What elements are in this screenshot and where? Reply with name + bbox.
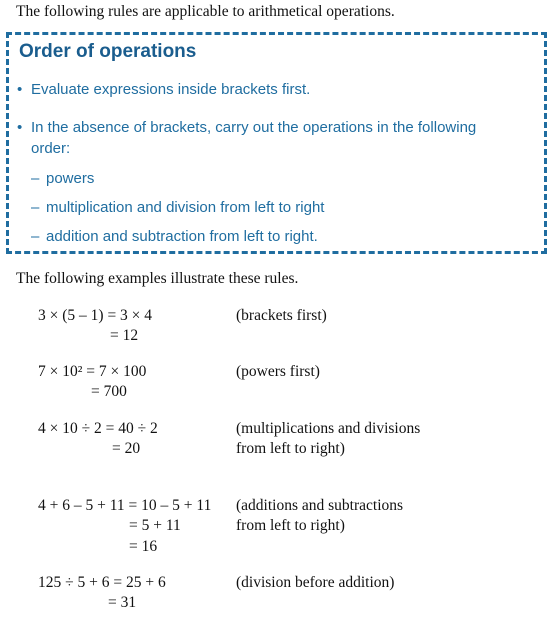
sub-item-multiplication-division: multiplication and division from left to right bbox=[46, 199, 325, 216]
example-4-line-3: = 16 bbox=[129, 538, 158, 555]
box-title: Order of operations bbox=[19, 41, 197, 62]
dash-icon: – bbox=[31, 228, 40, 245]
example-4-note-line-1: (additions and subtractions bbox=[236, 497, 404, 514]
example-2-note: (powers first) bbox=[236, 363, 320, 380]
intro-text: The following rules are applicable to arithmetical operations. bbox=[16, 3, 395, 20]
bullet-text-order: order: bbox=[31, 140, 71, 157]
example-1-line-1: 3 × (5 – 1) = 3 × 4 bbox=[38, 307, 153, 324]
example-4-line-2: = 5 + 11 bbox=[129, 517, 181, 534]
example-3-note-line-1: (multiplications and divisions bbox=[236, 420, 421, 437]
example-4-line-1: 4 + 6 – 5 + 11 = 10 – 5 + 11 bbox=[38, 497, 212, 514]
bullet-text-brackets: Evaluate expressions inside brackets first. bbox=[31, 81, 311, 98]
dash-icon: – bbox=[31, 199, 40, 216]
bullet-icon: • bbox=[17, 81, 23, 98]
example-3-line-2: = 20 bbox=[112, 440, 141, 457]
bullet-icon: • bbox=[17, 119, 23, 136]
bullet-text-no-brackets: In the absence of brackets, carry out the operations in the following bbox=[31, 119, 477, 136]
example-5-line-2: = 31 bbox=[108, 594, 137, 611]
example-2-line-2: = 700 bbox=[91, 383, 127, 400]
example-3-note-line-2: from left to right) bbox=[236, 440, 345, 457]
sub-item-addition-subtraction: addition and subtraction from left to right. bbox=[46, 228, 318, 245]
example-1-line-2: = 12 bbox=[110, 327, 139, 344]
example-2-line-1: 7 × 10² = 7 × 100 bbox=[38, 363, 147, 380]
sub-item-powers: powers bbox=[46, 170, 95, 187]
example-4-note-line-2: from left to right) bbox=[236, 517, 345, 534]
example-3-line-1: 4 × 10 ÷ 2 = 40 ÷ 2 bbox=[38, 420, 158, 437]
dash-icon: – bbox=[31, 170, 40, 187]
order-of-operations-box bbox=[6, 32, 547, 254]
example-5-line-1: 125 ÷ 5 + 6 = 25 + 6 bbox=[38, 574, 166, 591]
example-1-note: (brackets first) bbox=[236, 307, 327, 324]
examples-intro-text: The following examples illustrate these rules. bbox=[16, 270, 299, 287]
example-5-note: (division before addition) bbox=[236, 574, 395, 591]
